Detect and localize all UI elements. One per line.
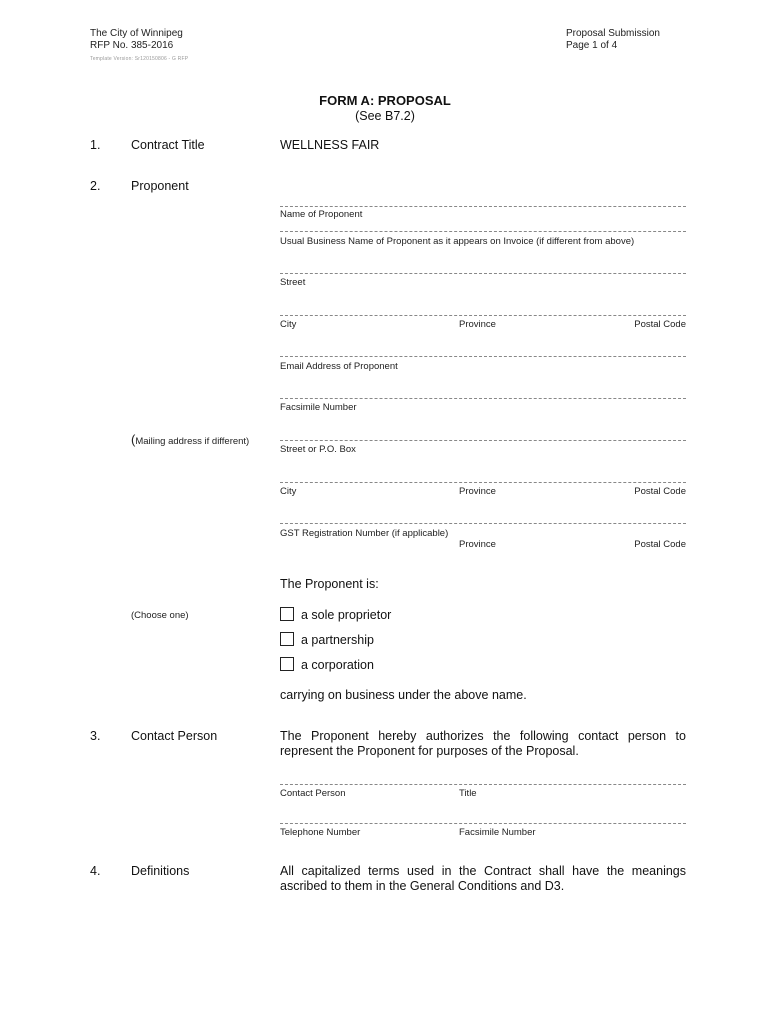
street-field[interactable] (280, 273, 686, 274)
section-3-number: 3. (90, 729, 101, 743)
gst-province-label: Province (459, 539, 496, 550)
header-rfp-number: RFP No. 385-2016 (90, 40, 174, 51)
telephone-label: Telephone Number (280, 827, 361, 838)
contact-fax-label: Facsimile Number (459, 827, 536, 838)
fax-label: Facsimile Number (280, 402, 357, 413)
choose-one-label: (Choose one) (131, 610, 189, 621)
form-subtitle: (See B7.2) (355, 109, 415, 123)
section-2-label: Proponent (131, 179, 189, 193)
mailing-city-label: City (280, 486, 297, 497)
mailing-province-label: Province (459, 486, 496, 497)
header-doc-type: Proposal Submission (566, 28, 660, 39)
section-3-label: Contact Person (131, 729, 218, 743)
section-1-label: Contract Title (131, 138, 205, 152)
partnership-checkbox[interactable] (280, 632, 294, 646)
email-label: Email Address of Proponent (280, 361, 398, 372)
mailing-address-note: (Mailing address if different) (131, 432, 250, 447)
postal-code-label: Postal Code (634, 319, 686, 330)
gst-field[interactable] (280, 523, 686, 524)
sole-proprietor-label: a sole proprietor (301, 608, 392, 622)
header-page-number: Page 1 of 4 (566, 40, 618, 51)
mailing-postal-label: Postal Code (634, 486, 686, 497)
header-org: The City of Winnipeg (90, 28, 183, 39)
city-province-postal-field[interactable] (280, 315, 686, 316)
section-1-number: 1. (90, 138, 101, 152)
gst-label: GST Registration Number (if applicable) (280, 528, 449, 539)
contact-title-label: Title (459, 788, 477, 799)
definitions-paragraph: All capitalized terms used in the Contract shall have the meanings ascribed to them in the General Conditions and D3. (280, 864, 686, 893)
mailing-street-field[interactable] (280, 440, 686, 441)
corporation-checkbox[interactable] (280, 657, 294, 671)
section-2-number: 2. (90, 179, 101, 193)
gst-postal-label: Postal Code (634, 539, 686, 550)
fax-field[interactable] (280, 398, 686, 399)
template-version: Template Version: Sr120150806 - G RFP (90, 56, 189, 62)
usual-business-name-field[interactable] (280, 231, 686, 232)
partnership-label: a partnership (301, 633, 374, 647)
proponent-is-heading: The Proponent is: (280, 577, 379, 591)
form-title: FORM A: PROPOSAL (319, 93, 451, 108)
mailing-street-label: Street or P.O. Box (280, 444, 356, 455)
usual-business-name-label: Usual Business Name of Proponent as it appears on Invoice (if different from above) (280, 236, 635, 247)
mailing-city-field[interactable] (280, 482, 686, 483)
email-field[interactable] (280, 356, 686, 357)
name-of-proponent-label: Name of Proponent (280, 209, 363, 220)
section-4-number: 4. (90, 864, 101, 878)
contact-person-field[interactable] (280, 784, 686, 785)
city-label: City (280, 319, 297, 330)
mailing-address-note-text: Mailing address if different) (135, 436, 250, 447)
name-of-proponent-field[interactable] (280, 206, 686, 207)
telephone-fax-field[interactable] (280, 823, 686, 824)
contract-title-value: WELLNESS FAIR (280, 138, 380, 152)
section-4-label: Definitions (131, 864, 190, 878)
corporation-label: a corporation (301, 658, 374, 672)
street-label: Street (280, 277, 306, 288)
province-label: Province (459, 319, 496, 330)
contact-person-paragraph: The Proponent hereby authorizes the following contact person to represent the Proponent for purposes of the Proposal. (280, 729, 686, 758)
carrying-on-text: carrying on business under the above name. (280, 688, 527, 702)
sole-proprietor-checkbox[interactable] (280, 607, 294, 621)
contact-person-label: Contact Person (280, 788, 346, 799)
